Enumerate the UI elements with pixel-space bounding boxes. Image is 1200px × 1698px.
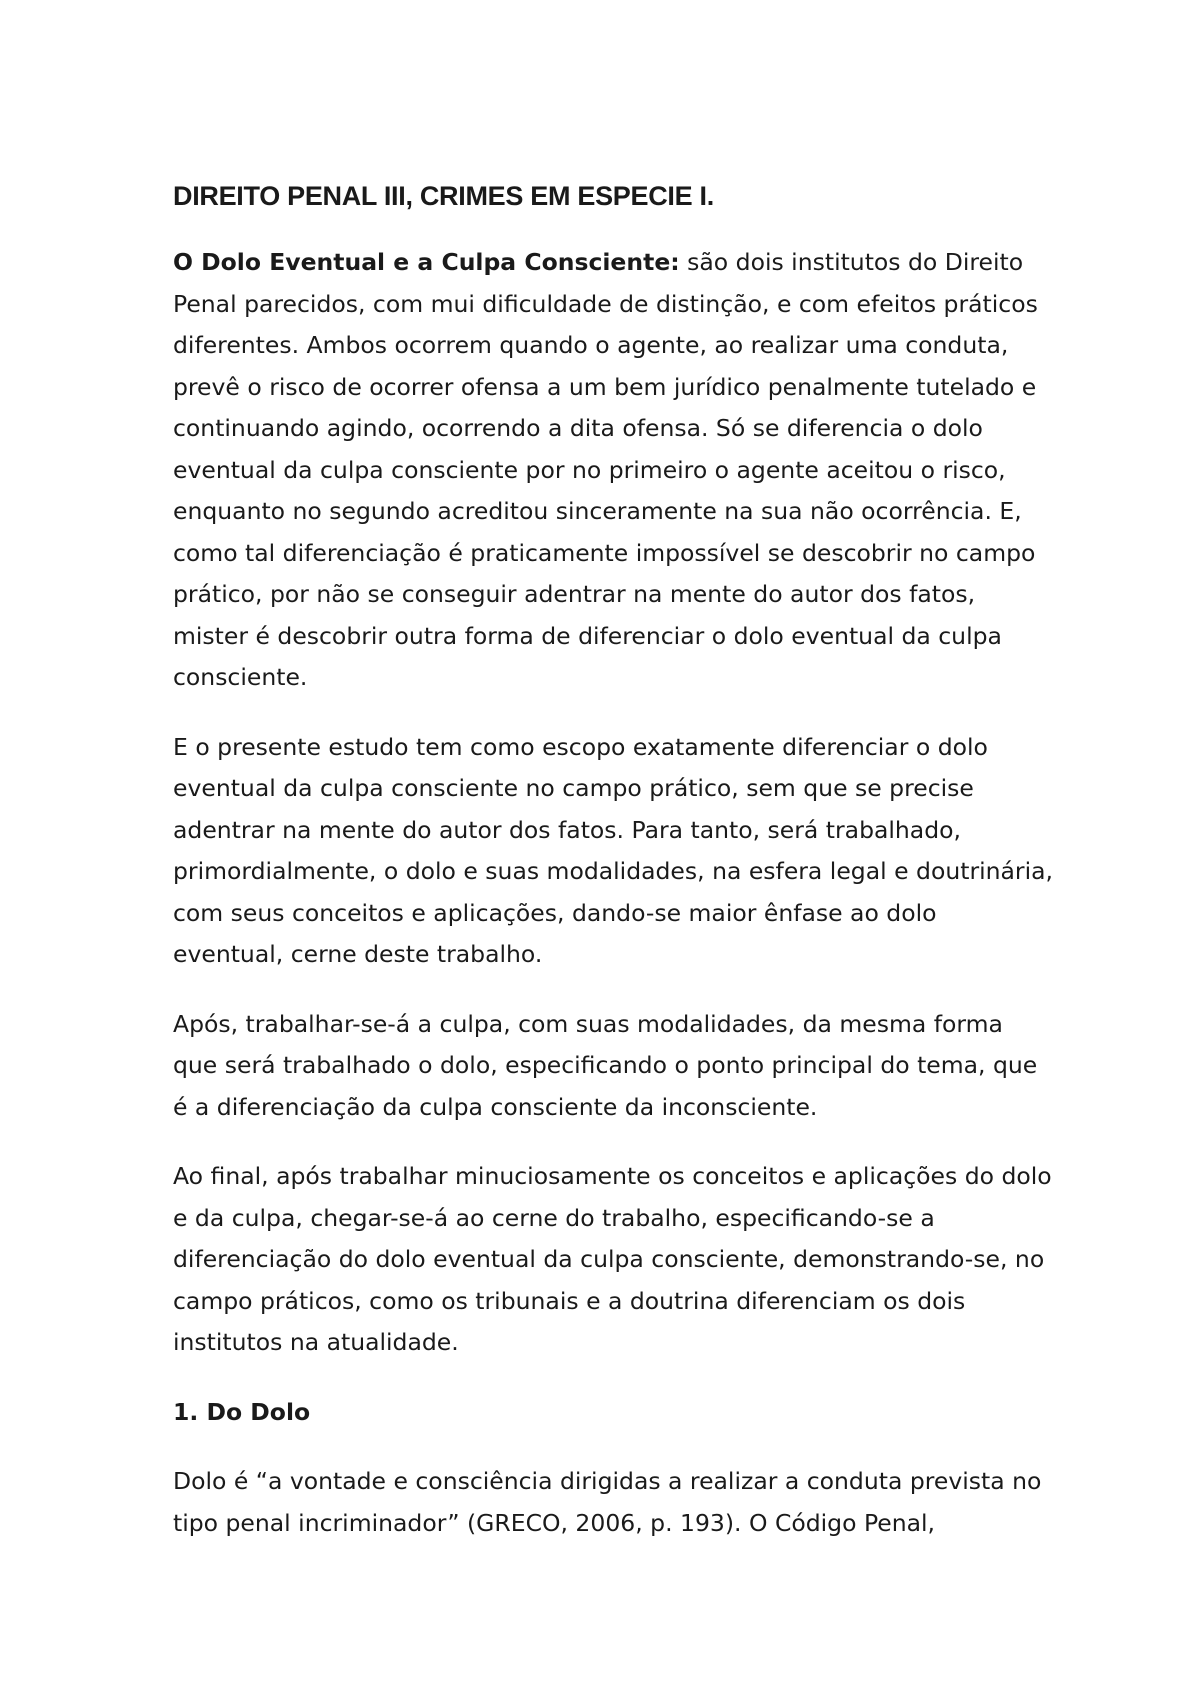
paragraph-2: E o presente estudo tem como escopo exatamente diferenciar o dolo eventual da culpa consciente no campo prático, sem que se precise adentrar na mente do autor dos fatos. Para tanto, será trabalhado, primordialmente, o dolo e suas modalidades, na esfera legal e doutrinária, com seus conceitos e aplicações, dando-se maior ênfase ao dolo eventual, cerne deste trabalho. [173, 732, 1053, 968]
intro-text: são dois institutos do Direito Penal parecidos, com mui dificuldade de distinção, e com efeitos práticos diferentes. Ambos ocorrem quando o agente, ao realizar uma conduta, prevê o risco de ocorrer ofensa a um bem jurídico penalmente tutelado e continuando agindo, ocorrendo a dita ofensa. Só se diferencia o dolo eventual da culpa consciente por no primeiro o agente aceitou o risco, enquanto no segundo acreditou sinceramente na sua não ocorrência. E, como tal diferenciação é praticamente impossível se descobrir no campo prático, por não se conseguir adentrar na mente do autor dos fatos, mister é descobrir outra forma de diferenciar o dolo eventual da culpa consciente. [173, 248, 1038, 691]
document-title: DIREITO PENAL III, CRIMES EM ESPECIE I. [173, 181, 714, 211]
document-body [173, 176, 1053, 1572]
paragraph-5: Dolo é “a vontade e consciência dirigidas a realizar a conduta prevista no tipo penal incriminador” (GRECO, 2006, p. 193). O Código Penal, [173, 1467, 1042, 1537]
paragraph-4: Ao final, após trabalhar minuciosamente os conceitos e aplicações do dolo e da culpa, chegar-se-á ao cerne do trabalho, especificando-se a diferenciação do dolo eventual da culpa consciente, demonstrando-se, no campo práticos, como os tribunais e a doutrina diferenciam os dois institutos na atualidade. [173, 1162, 1052, 1356]
intro-paragraph [173, 242, 1053, 699]
intro-label: O Dolo Eventual e a Culpa Consciente: [173, 248, 680, 276]
paragraph-3: Após, trabalhar-se-á a culpa, com suas modalidades, da mesma forma que será trabalhado o dolo, especificando o ponto principal do tema, que é a diferenciação da culpa consciente da inconsciente. [173, 1009, 1038, 1121]
section-heading-do-dolo: 1. Do Dolo [173, 1397, 311, 1426]
